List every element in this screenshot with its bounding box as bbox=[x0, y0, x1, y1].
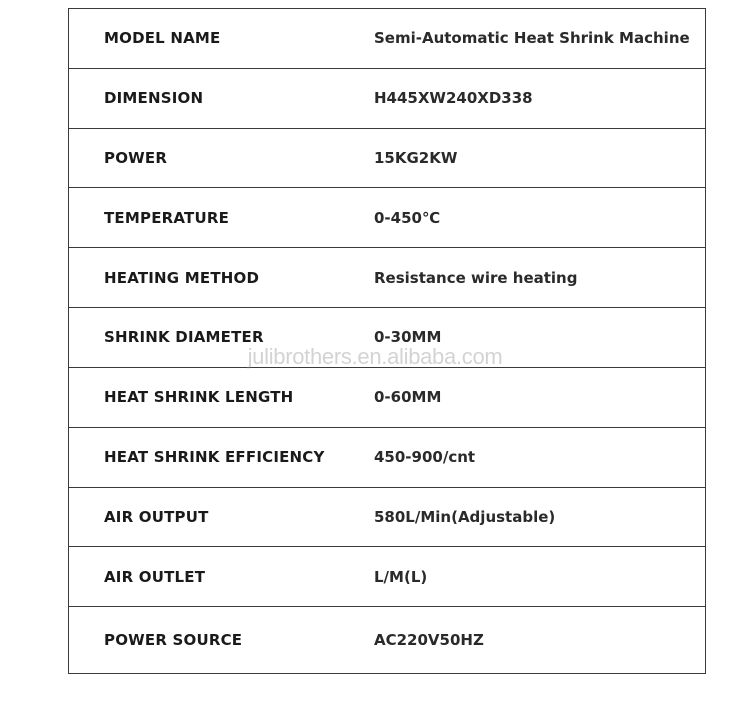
spec-label: POWER SOURCE bbox=[104, 631, 243, 650]
spec-label: SHRINK DIAMETER bbox=[104, 328, 264, 347]
spec-row-dimension bbox=[69, 69, 705, 129]
spec-value: Semi-Automatic Heat Shrink Machine bbox=[374, 29, 690, 48]
spec-value: 0-450℃ bbox=[374, 208, 441, 227]
spec-value: L/M(L) bbox=[374, 567, 428, 586]
spec-label: DIMENSION bbox=[104, 89, 204, 108]
spec-row-shrink-diameter bbox=[69, 308, 705, 368]
spec-value: 450-900/cnt bbox=[374, 448, 476, 467]
spec-table bbox=[68, 8, 706, 674]
spec-value: 15KG2KW bbox=[374, 149, 458, 168]
spec-value: AC220V50HZ bbox=[374, 631, 484, 650]
spec-label: MODEL NAME bbox=[104, 29, 221, 48]
spec-label: AIR OUTLET bbox=[104, 567, 206, 586]
spec-label: HEAT SHRINK EFFICIENCY bbox=[104, 448, 325, 467]
spec-label: HEAT SHRINK LENGTH bbox=[104, 388, 294, 407]
spec-row-power bbox=[69, 129, 705, 189]
spec-value: 0-30MM bbox=[374, 328, 442, 347]
spec-label: HEATING METHOD bbox=[104, 268, 260, 287]
spec-value: H445XW240XD338 bbox=[374, 89, 533, 108]
spec-value: Resistance wire heating bbox=[374, 268, 578, 287]
spec-row-power-source bbox=[69, 607, 705, 673]
spec-row-temperature bbox=[69, 188, 705, 248]
watermark: julibrothers.en.alibaba.com bbox=[247, 344, 503, 369]
spec-label: POWER bbox=[104, 149, 168, 168]
spec-row-model-name bbox=[69, 9, 705, 69]
spec-row-heat-shrink-length bbox=[69, 368, 705, 428]
spec-row-heat-shrink-efficiency bbox=[69, 428, 705, 488]
spec-row-air-output bbox=[69, 488, 705, 548]
spec-label: AIR OUTPUT bbox=[104, 507, 209, 526]
spec-row-air-outlet bbox=[69, 547, 705, 607]
spec-label: TEMPERATURE bbox=[104, 208, 230, 227]
spec-row-heating-method bbox=[69, 248, 705, 308]
spec-value: 0-60MM bbox=[374, 388, 442, 407]
spec-value: 580L/Min(Adjustable) bbox=[374, 507, 556, 526]
